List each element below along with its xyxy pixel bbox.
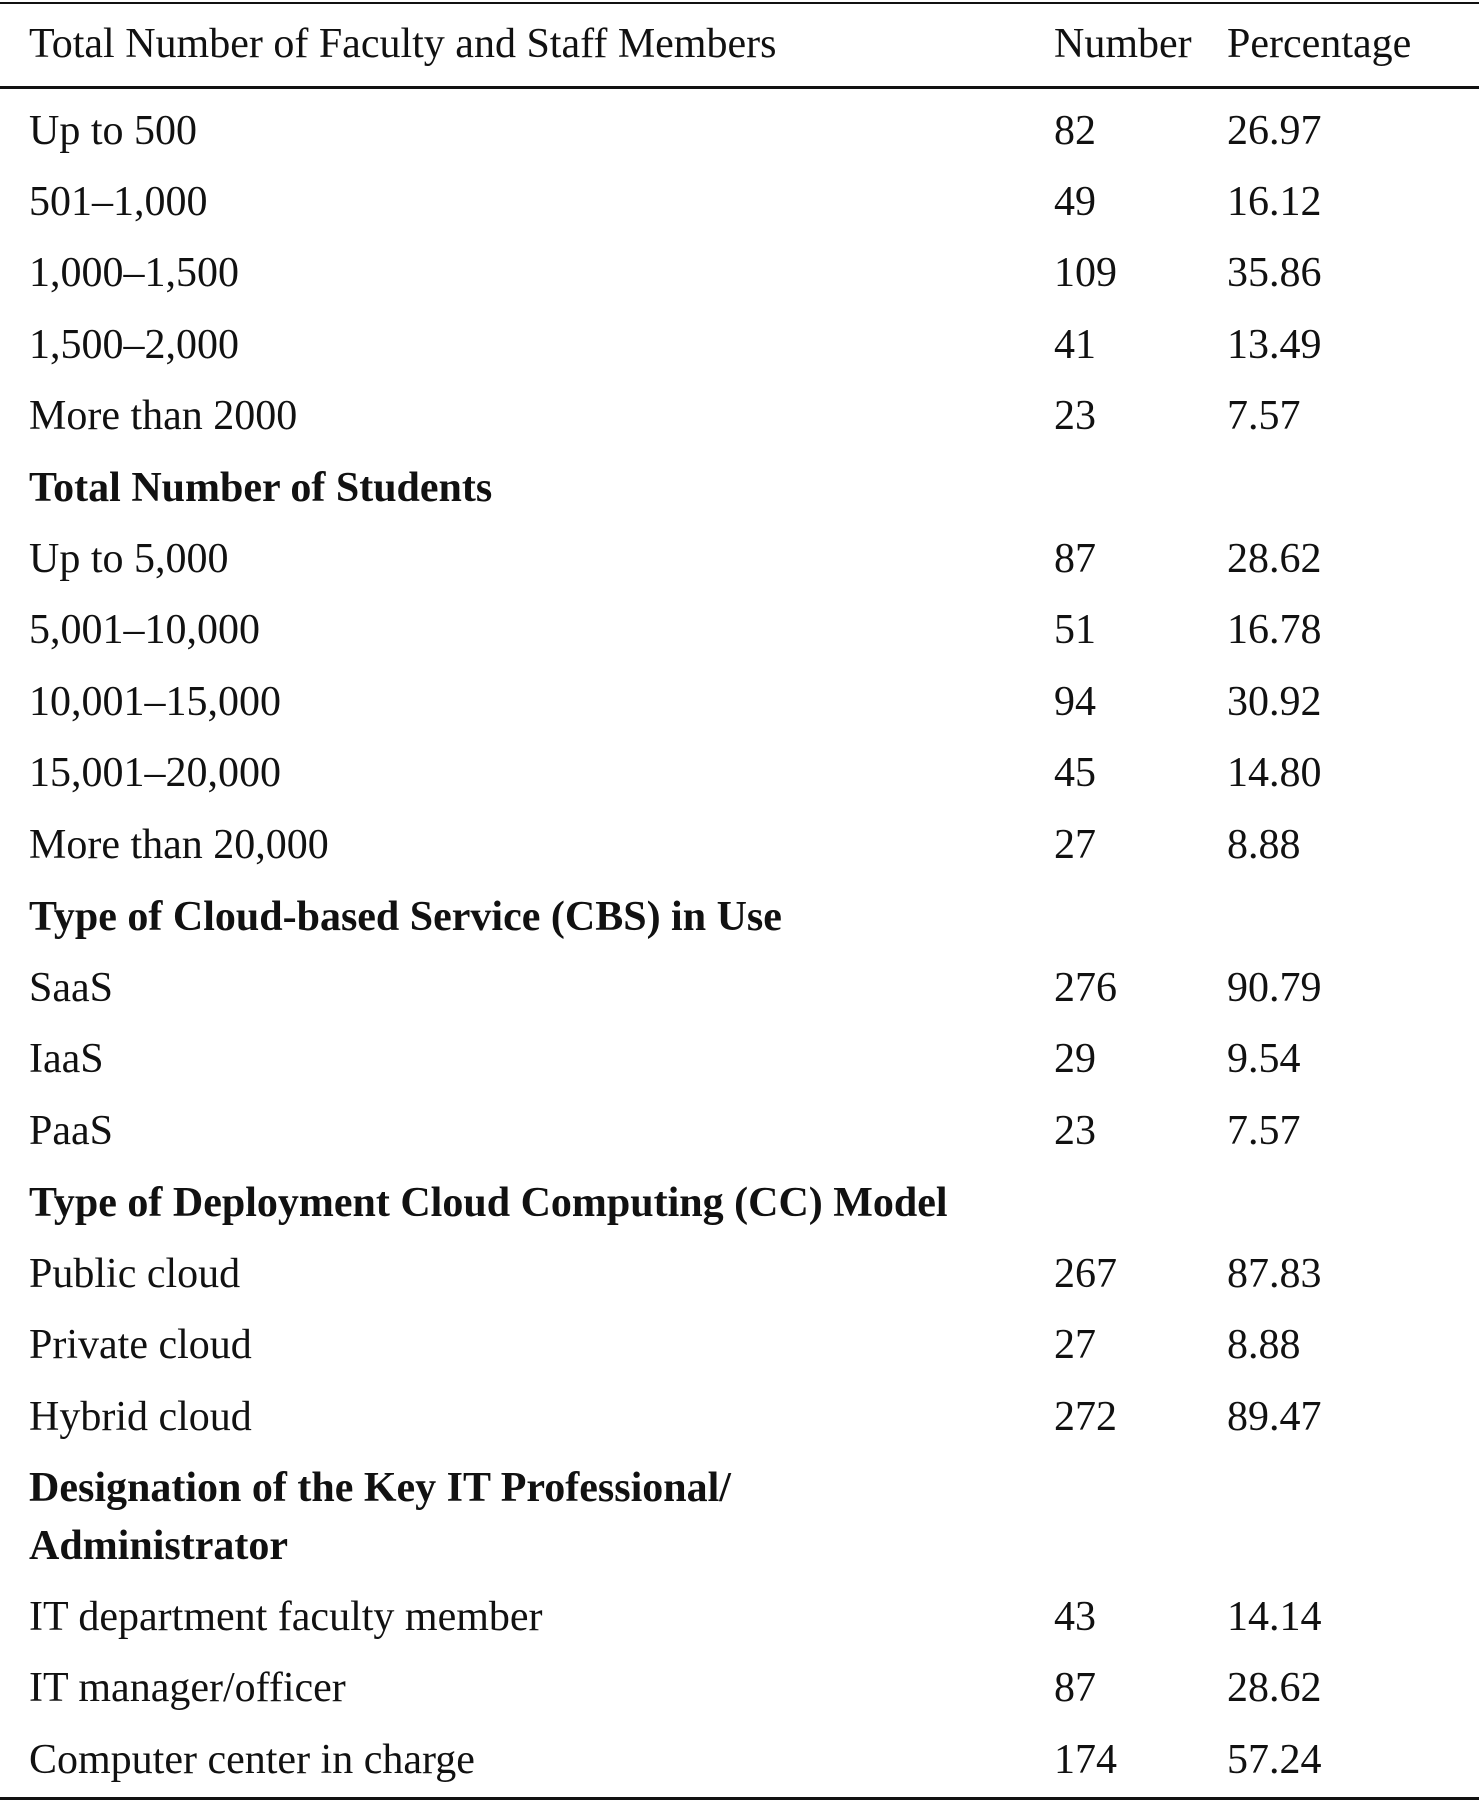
table-row — [0, 523, 1479, 595]
row-label: More than 2000 — [29, 393, 298, 439]
row-number: 23 — [1054, 1108, 1096, 1154]
table-header-rule — [0, 86, 1479, 89]
table-bottom-rule — [0, 1797, 1479, 1800]
row-percentage: 89.47 — [1227, 1394, 1322, 1440]
row-label: More than 20,000 — [29, 822, 329, 868]
row-percentage: 30.92 — [1227, 679, 1322, 725]
row-percentage: 87.83 — [1227, 1251, 1322, 1297]
table-row — [0, 1309, 1479, 1381]
row-number: 174 — [1054, 1737, 1117, 1783]
row-number: 51 — [1054, 607, 1096, 653]
row-percentage: 90.79 — [1227, 965, 1322, 1011]
row-label: Computer center in charge — [29, 1737, 475, 1783]
header-label: Total Number of Faculty and Staff Members — [29, 21, 777, 67]
row-number: 27 — [1054, 822, 1096, 868]
row-label: 15,001–20,000 — [29, 750, 281, 796]
row-percentage: 16.78 — [1227, 607, 1322, 653]
section-heading-designation-line2: Administrator — [29, 1523, 288, 1569]
section-heading-deployment: Type of Deployment Cloud Computing (CC) Model — [29, 1180, 948, 1226]
section-heading-designation-line1: Designation of the Key IT Professional/ — [29, 1465, 731, 1511]
row-label: 5,001–10,000 — [29, 607, 260, 653]
table-row — [0, 666, 1479, 738]
row-number: 27 — [1054, 1322, 1096, 1368]
table-row — [0, 1023, 1479, 1095]
row-percentage: 8.88 — [1227, 822, 1301, 868]
row-percentage: 16.12 — [1227, 179, 1322, 225]
table-row — [0, 95, 1479, 167]
row-label: IT manager/officer — [29, 1665, 346, 1711]
row-percentage: 14.14 — [1227, 1594, 1322, 1640]
row-number: 276 — [1054, 965, 1117, 1011]
table-row — [0, 237, 1479, 309]
table-row — [0, 1381, 1479, 1453]
row-number: 41 — [1054, 322, 1096, 368]
row-number: 272 — [1054, 1394, 1117, 1440]
table-row — [0, 1581, 1479, 1653]
row-label: 501–1,000 — [29, 179, 208, 225]
row-percentage: 26.97 — [1227, 108, 1322, 154]
row-label: Up to 5,000 — [29, 536, 229, 582]
row-label: Hybrid cloud — [29, 1394, 252, 1440]
row-label: PaaS — [29, 1108, 113, 1154]
row-number: 82 — [1054, 108, 1096, 154]
row-percentage: 9.54 — [1227, 1036, 1301, 1082]
row-percentage: 13.49 — [1227, 322, 1322, 368]
table-row — [0, 380, 1479, 452]
row-number: 29 — [1054, 1036, 1096, 1082]
section-heading-students: Total Number of Students — [29, 465, 493, 511]
row-number: 94 — [1054, 679, 1096, 725]
table-row — [0, 166, 1479, 238]
row-label: Public cloud — [29, 1251, 241, 1297]
row-percentage: 28.62 — [1227, 1665, 1322, 1711]
row-number: 109 — [1054, 250, 1117, 296]
table-row — [0, 809, 1479, 881]
row-label: 10,001–15,000 — [29, 679, 281, 725]
table-row — [0, 952, 1479, 1024]
row-percentage: 57.24 — [1227, 1737, 1322, 1783]
table-top-rule — [0, 2, 1479, 4]
row-number: 43 — [1054, 1594, 1096, 1640]
table-row — [0, 1238, 1479, 1310]
row-label: Private cloud — [29, 1322, 252, 1368]
table-header-row — [0, 8, 1479, 80]
row-percentage: 8.88 — [1227, 1322, 1301, 1368]
row-number: 49 — [1054, 179, 1096, 225]
row-number: 87 — [1054, 1665, 1096, 1711]
row-percentage: 14.80 — [1227, 750, 1322, 796]
table-row — [0, 1724, 1479, 1796]
row-label: Up to 500 — [29, 108, 197, 154]
row-percentage: 28.62 — [1227, 536, 1322, 582]
row-label: IaaS — [29, 1036, 104, 1082]
row-number: 23 — [1054, 393, 1096, 439]
table-row — [0, 1095, 1479, 1167]
row-number: 267 — [1054, 1251, 1117, 1297]
table-row — [0, 1652, 1479, 1724]
row-number: 87 — [1054, 536, 1096, 582]
row-label: SaaS — [29, 965, 113, 1011]
table-row — [0, 737, 1479, 809]
table-row — [0, 309, 1479, 381]
row-label: 1,500–2,000 — [29, 322, 239, 368]
row-number: 45 — [1054, 750, 1096, 796]
row-percentage: 7.57 — [1227, 1108, 1301, 1154]
header-percentage: Percentage — [1227, 21, 1412, 67]
header-number: Number — [1054, 21, 1192, 67]
row-percentage: 7.57 — [1227, 393, 1301, 439]
table-row — [0, 594, 1479, 666]
row-percentage: 35.86 — [1227, 250, 1322, 296]
row-label: IT department faculty member — [29, 1594, 543, 1640]
section-heading-cbs: Type of Cloud-based Service (CBS) in Use — [29, 894, 782, 940]
row-label: 1,000–1,500 — [29, 250, 239, 296]
